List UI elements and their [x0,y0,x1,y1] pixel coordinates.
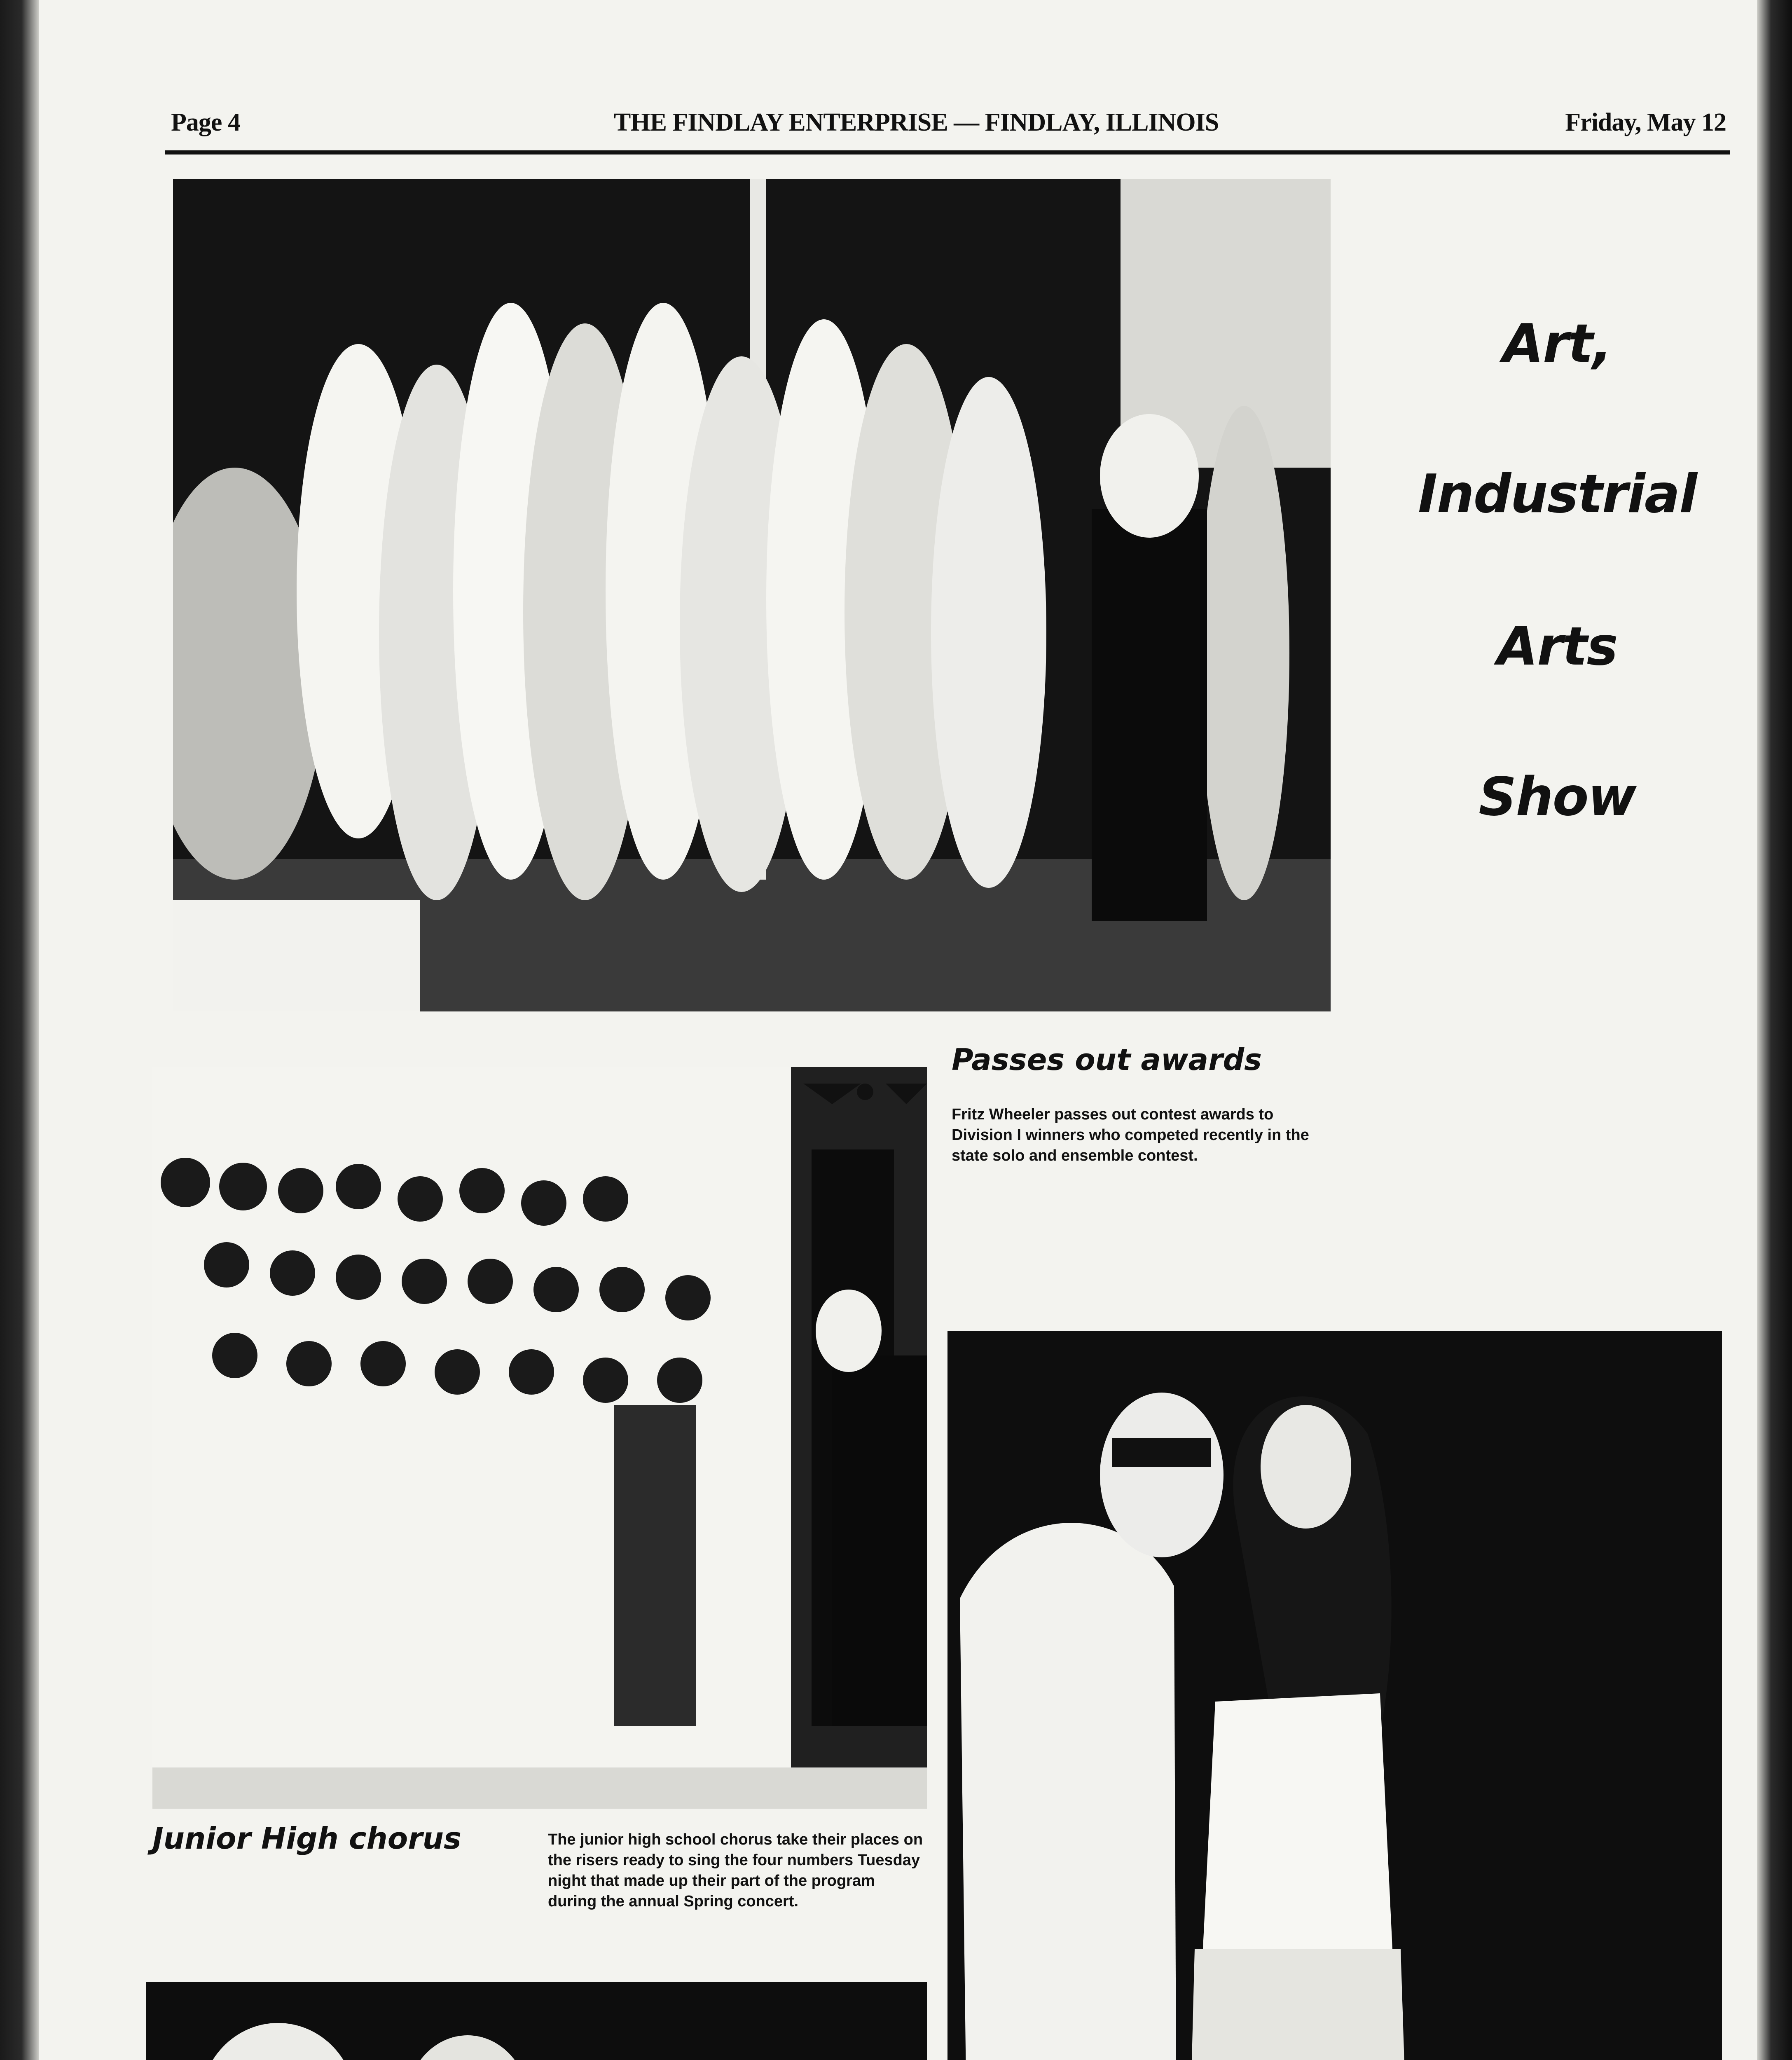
feature-line-industrial: Industrial [1418,464,1697,525]
swing-choir-photo [947,1331,1722,2060]
page-number: Page 4 [171,108,240,136]
chorus-caption: The junior high school chorus take their places on the risers ready to sing the four numbers Tuesday night that made up their part of the program during the annual Spring concert. [548,1831,923,1910]
feature-line-show: Show [1479,766,1636,828]
newspaper-title: THE FINDLAY ENTERPRISE — FINDLAY, ILLINOIS [614,108,1219,136]
masthead-rule [165,150,1730,154]
issue-date: Friday, May 12 [1565,108,1726,136]
scan-border-left [0,0,39,2060]
trombonists-photo [146,1982,927,2060]
chorus-photo-image [152,1067,927,1809]
feature-line-arts: Arts [1497,616,1617,677]
awards-caption: Fritz Wheeler passes out contest awards to Division I winners who competed recently in the state solo and ensemble contest. [952,1106,1309,1164]
awards-headline: Passes out awards [952,1042,1262,1077]
awards-photo-image [173,179,1331,1011]
awards-photo [173,179,1331,1011]
swing-choir-photo-image [947,1331,1722,2060]
scan-border-right [1757,0,1792,2060]
chorus-headline: Junior High chorus [152,1821,461,1856]
feature-line-art: Art, [1503,313,1612,375]
trombonists-photo-image [146,1982,927,2060]
masthead [165,108,1730,145]
chorus-photo [152,1067,927,1809]
